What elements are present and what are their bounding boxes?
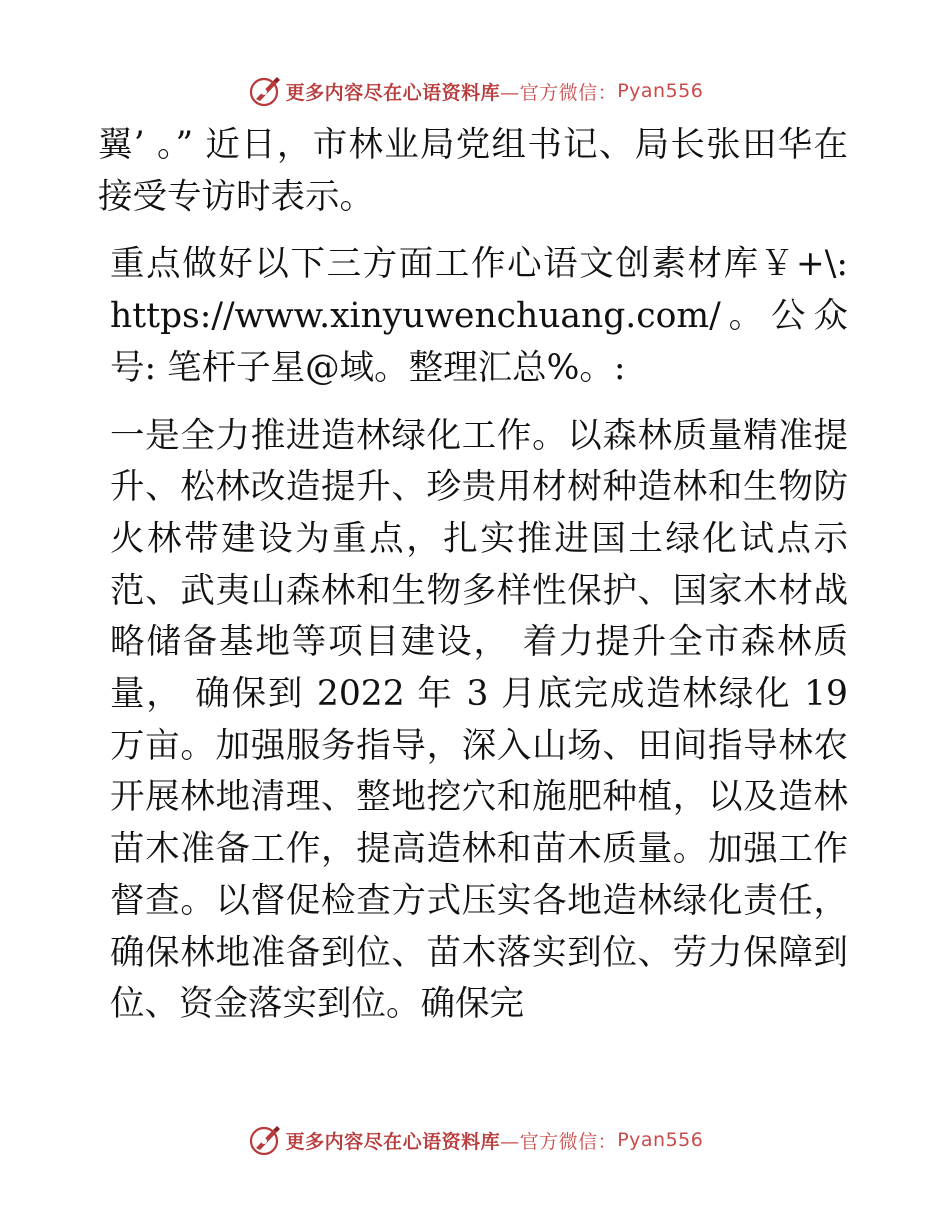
paragraph-2: 重点做好以下三方面工作心语文创素材库￥+\: https://www.xinyuwenchuang.com/。公众号: 笔杆子星@域。整理汇总%。:: [110, 244, 848, 388]
watermark-official-label: —官方微信：: [500, 81, 618, 104]
watermark-wechat-handle: Pyan556: [617, 80, 704, 102]
paragraph-3: 一是全力推进造林绿化工作。以森林质量精准提升、松林改造提升、珍贵用材树种造林和生物防火林带建设为重点，扎实推进国土绿化试点示范、武夷山森林和生物多样性保护、国家木材战略储备基地等项目建设， 着力提升全市森林质量， 确保到 2022 年 3 月底完成造林绿化 19 万亩。加强服务指导，深入山场、田间指导林农开展林地清理、整地挖穴和施肥种植，以及造林苗木准备工作，提高造林和苗木质量。加强工作督查。以督促检查方式压实各地造林绿化责任，确保林地准备到位、苗木落实到位、劳力保障到位、资金落实到位。确保完: [110, 415, 848, 1025]
watermark-wechat-handle: Pyan556: [617, 1129, 704, 1151]
watermark-brand: 更多内容尽在心语资料库: [285, 1130, 501, 1153]
document-body: [98, 120, 848, 1031]
pen-logo-icon: [247, 73, 283, 109]
header-watermark: [0, 71, 950, 111]
footer-watermark: [0, 1120, 950, 1160]
pen-logo-icon: [247, 1122, 283, 1158]
watermark-official-label: —官方微信：: [500, 1130, 618, 1153]
paragraph-1: 翼’ 。” 近日，市林业局党组书记、局长张田华在接受专访时表示。: [98, 125, 848, 217]
watermark-brand: 更多内容尽在心语资料库: [285, 81, 501, 104]
